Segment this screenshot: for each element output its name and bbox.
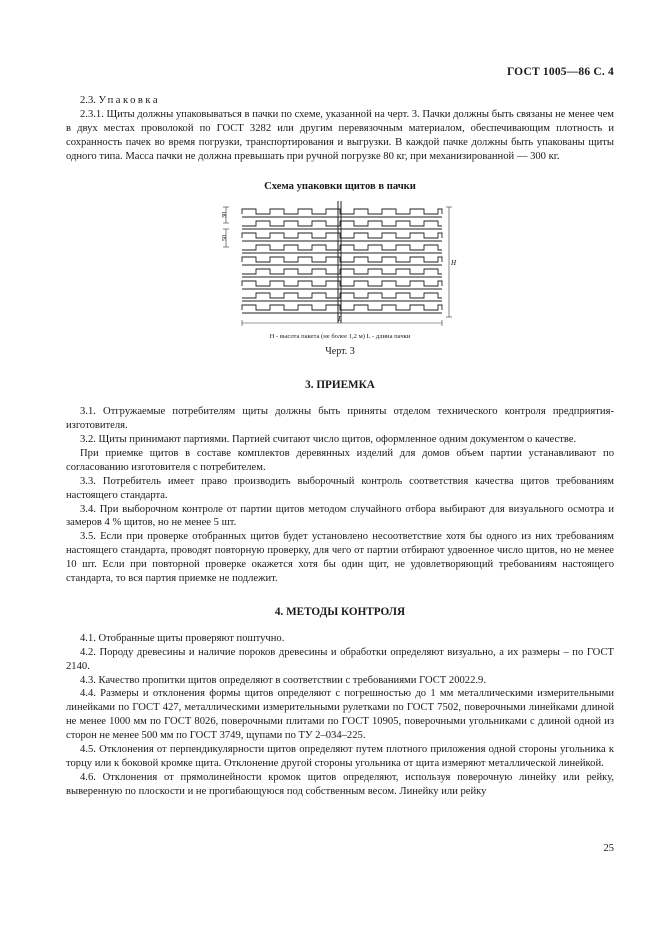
board-outline xyxy=(242,293,442,298)
paragraph-4-1: 4.1. Отобранные щиты проверяют поштучно. xyxy=(80,632,285,644)
board-outline xyxy=(242,221,442,226)
paragraph-4-5: 4.5. Отклонения от перпендикулярности щитов определяют путем плотного приложения одной стороны угольника к торцу или к боковой кромке щита. Отклонение другой стороны угольника от щита измеряют металлической линейкой. xyxy=(66,744,614,769)
figure-title: Схема упаковки щитов в пачки xyxy=(264,180,416,192)
dim-label-height: H xyxy=(451,259,457,268)
paragraph-3-2: 3.2. Щиты принимают партиями. Партией считают число щитов, оформленное одним документом о качестве. xyxy=(80,433,577,445)
paragraph-3-4: 3.4. При выборочном контроле от партии щитов методом случайного отбора выбирают для визуального осмотра и замеров 4 % щитов, но не менее 5 шт. xyxy=(66,503,614,529)
section-3-title: 3. ПРИЕМКА xyxy=(305,379,375,392)
board-outline xyxy=(242,281,442,286)
figure-legend: H - высота пакета (не более 1,2 м) L - длина пачки xyxy=(269,333,411,341)
section-2-3-heading xyxy=(66,94,614,108)
board-outline xyxy=(242,305,442,310)
paragraph-4-2: 4.2. Породу древесины и наличие пороков древесины и обработки определяют визуально, а их размеры – по ГОСТ 2140. xyxy=(66,646,614,672)
packing-scheme-drawing xyxy=(220,199,460,329)
dim-label-second: 50 xyxy=(222,235,228,242)
paragraph-3-2-note: При приемке щитов в составе комплектов деревянных изделий для домов объем партии устанавливают по согласованию изготовителя с потребителем. xyxy=(66,447,614,473)
page-number: 25 xyxy=(603,843,614,854)
dim-label-top: 30 xyxy=(222,212,228,219)
board-outline xyxy=(242,209,442,214)
page-header: ГОСТ 1005—86 С. 4 xyxy=(506,66,614,78)
paragraph-2-3-1: 2.3.1. Щиты должны упаковываться в пачки по схеме, указанной на черт. 3. Пачки должны быть связаны не менее чем в двух местах проволокой по ГОСТ 3282 или другим перевязочным материалом, обеспечивающим плотность и сохранность пачек во время погрузки, транспортирования и выгрузки. В каждой пачке должны быть упакованы щиты одного типа. Масса пачки не должна превышать при ручной погрузке 80 кг, при механизированной — 300 кг. xyxy=(66,108,614,162)
paragraph-4-3: 4.3. Качество пропитки щитов определяют в соответствии с требованиями ГОСТ 20022.9. xyxy=(80,674,486,686)
board-outline xyxy=(242,245,442,250)
document-body xyxy=(66,94,614,799)
paragraph-4-6: 4.6. Отклонения от прямолинейности кромок щитов определяют, используя поверочную линейку или рейку, выверенную по плоскости и не прогибающуюся под собственным весом. Линейку или рейку xyxy=(66,771,614,797)
paragraph-4-4: 4.4. Размеры и отклонения формы щитов определяют с погрешностью до 1 мм металлическими измерительными линейками по ГОСТ 427, металлическими измерительными рулетками по ГОСТ 7502, поверочными линейками длиной не менее 1000 мм по ГОСТ 8026, поверочными плитами по ГОСТ 10905, поверочными угольниками с длиной одной из сторон не менее 500 мм по ГОСТ 3749, щупами по ТУ 2–034–225. xyxy=(66,688,614,742)
board-outline xyxy=(242,257,442,262)
stacked-boards xyxy=(242,209,442,313)
board-outline xyxy=(242,233,442,238)
figure-caption: Черт. 3 xyxy=(325,346,355,358)
section-4-title: 4. МЕТОДЫ КОНТРОЛЯ xyxy=(274,605,406,618)
section-2-3-title: Упаковка xyxy=(98,95,161,106)
board-outline xyxy=(242,269,442,274)
paragraph-3-1: 3.1. Отгружаемые потребителям щиты должны быть приняты отделом технического контроля предприятия-изготовителя. xyxy=(66,406,614,432)
paragraph-3-3: 3.3. Потребитель имеет право производить выборочный контроль соответствия качества щитов требованиям настоящего стандарта. xyxy=(66,475,614,501)
section-2-3-number: 2.3. xyxy=(80,95,96,106)
paragraph-3-5: 3.5. Если при проверке отобранных щитов будет установлено несоответствие хотя бы одного из них требованиям настоящего стандарта, проводят повторную проверку, для чего от партии отбирают удвоенное число щитов, но не менее 10 шт. Если при повторной проверке окажется хотя бы один щит, не удовлетворяющий требованиям настоящего стандарта, то вся партия приемке не подлежит. xyxy=(66,531,614,585)
dim-label-length: L xyxy=(338,315,342,324)
